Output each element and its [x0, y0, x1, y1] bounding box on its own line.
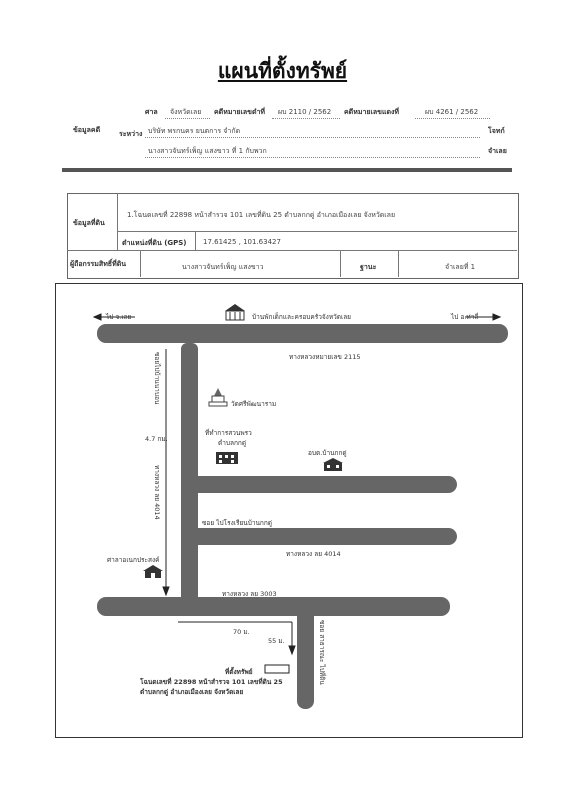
- governor-building-icon: [224, 303, 246, 321]
- soi-ban-nabon-label: ซอยไปบ้านนาบอน: [153, 352, 161, 405]
- deed-value: 1.โฉนดเลขที่ 22898 หน้าสำรวจ 101 เลขที่ดิน 25 ตำบลกกดู่ อำเภอเมืองเลย จังหวัดเลย: [127, 211, 396, 219]
- black-case-label: คดีหมายเลขดำที่: [214, 108, 266, 116]
- gps-value: 17.61425 , 101.63427: [203, 238, 281, 246]
- property-marker: [265, 665, 289, 673]
- property-title-label: ที่ตั้งทรัพย์: [225, 668, 253, 676]
- to-thali-label: ไป อ.ท่าลี่: [451, 313, 479, 321]
- soi-school-label: ซอย ไปโรงเรียนบ้านกกดู่: [202, 519, 273, 527]
- subdistrict-office-label-1: ที่ทำการสวนพรว: [205, 429, 252, 437]
- status-value: จำเลยที่ 1: [445, 263, 476, 271]
- owner-value: นางสาวจันทร์เพ็ญ แสงขาว: [182, 263, 264, 271]
- highway-4014-label: ทางหลวง ลย 4014: [286, 550, 341, 558]
- land-info-label: ข้อมูลที่ดิน: [73, 219, 105, 227]
- owner-label: ผู้ถือกรรมสิทธิ์ที่ดิน: [70, 260, 127, 268]
- property-deed-label: โฉนดเลขที่ 22898 หน้าสำรวจ 101 เลขที่ดิน 25: [140, 678, 283, 686]
- highway-2115-label: ทางหลวงหมายเลข 2115: [289, 353, 361, 361]
- public-soi-label: ซอย สาธารณะ ไปที่ดิน: [318, 620, 326, 685]
- plaintiff-value: บริษัท พรกนคร ยนตการ จำกัด: [148, 127, 241, 135]
- to-loei-label: ไป จ.เลย: [106, 313, 132, 321]
- office-building-icon: [215, 449, 239, 465]
- multipurpose-hall-icon: [143, 565, 163, 579]
- highway-4014-vertical-label: ทางหลวง ลย 4014: [153, 465, 161, 520]
- red-case-label: คดีหมายเลขแดงที่: [344, 108, 400, 116]
- subdistrict-office-label-2: ตำบลกกดู่: [218, 439, 247, 447]
- multipurpose-hall-label: ศาลาอเนกประสงค์: [107, 556, 160, 564]
- temple-icon: [208, 388, 228, 408]
- court-value: จังหวัดเลย: [170, 108, 202, 116]
- plaintiff-role: โจทก์: [488, 127, 505, 135]
- case-info-label: ข้อมูลคดี: [73, 126, 101, 134]
- black-case-value: ผบ 2110 / 2562: [278, 108, 332, 116]
- gps-label: ตำแหน่งที่ดิน (GPS): [122, 239, 187, 247]
- defendant-role: จำเลย: [488, 147, 507, 155]
- tambon-office-icon: [322, 458, 344, 472]
- red-case-value: ผบ 4261 / 2562: [425, 108, 479, 116]
- property-location-label: ตำบลกกดู่ อำเภอเมืองเลย จังหวัดเลย: [140, 688, 244, 696]
- defendant-value: นางสาวจันทร์เพ็ญ แสงขาว ที่ 1 กับพวก: [148, 147, 267, 155]
- between-label: ระหว่าง: [119, 130, 143, 138]
- distance-4-7-label: 4.7 กม.: [145, 435, 168, 443]
- distance-55-label: 55 ม.: [268, 637, 285, 645]
- tambon-admin-label: อบต.บ้านกกดู่: [308, 449, 347, 457]
- status-label: ฐานะ: [360, 263, 377, 271]
- court-label: ศาล: [145, 108, 158, 116]
- governor-residence-label: บ้านพักเด็กและครอบครัวจังหวัดเลย: [252, 313, 351, 321]
- highway-3003-label: ทางหลวง ลย 3003: [222, 590, 277, 598]
- temple-label: วัดศรีพัฒนาราม: [231, 400, 277, 408]
- page-title: แผนที่ตั้งทรัพย์: [217, 59, 348, 83]
- distance-70-label: 70 ม.: [233, 628, 250, 636]
